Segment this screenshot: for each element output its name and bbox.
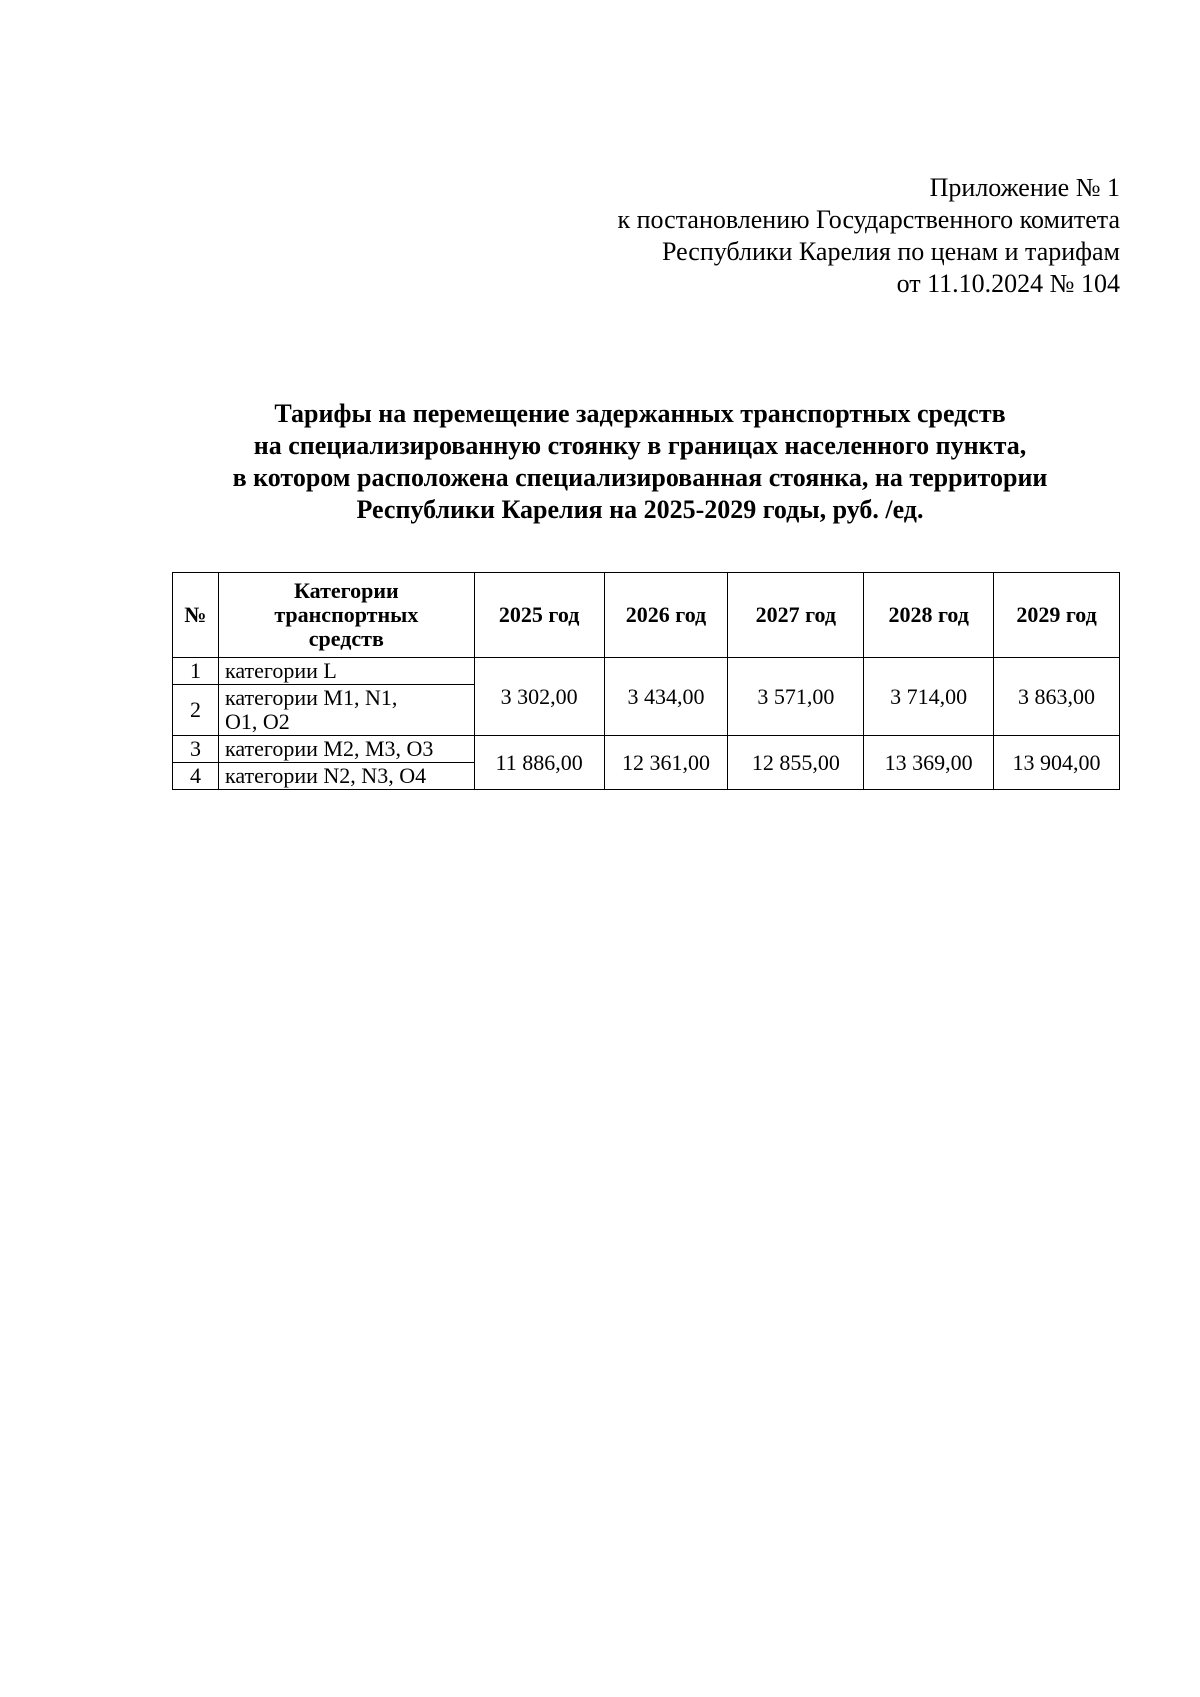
header-2025: 2025 год bbox=[474, 573, 604, 658]
appendix-line-3: Республики Карелия по ценам и тарифам bbox=[661, 237, 1120, 266]
header-2029: 2029 год bbox=[994, 573, 1120, 658]
title-line-2: на специализированную стоянку в границах населенного пункта, bbox=[253, 431, 1027, 460]
title-line-1: Тарифы на перемещение задержанных транспортных средств bbox=[274, 399, 1006, 428]
header-category bbox=[218, 573, 474, 658]
row-num: 4 bbox=[173, 763, 219, 790]
value-cell: 3 714,00 bbox=[864, 658, 994, 736]
header-2026: 2026 год bbox=[604, 573, 728, 658]
value-cell: 13 904,00 bbox=[994, 736, 1120, 790]
row-category: категории N2, N3, O4 bbox=[218, 763, 474, 790]
row-num: 1 bbox=[173, 658, 219, 685]
header-2027: 2027 год bbox=[728, 573, 864, 658]
value-cell: 3 863,00 bbox=[994, 658, 1120, 736]
value-cell: 3 434,00 bbox=[604, 658, 728, 736]
row-category-line-1: категории M1, N1, bbox=[224, 685, 398, 710]
appendix-block bbox=[617, 172, 1120, 300]
document-title bbox=[160, 398, 1120, 526]
tariffs-table bbox=[172, 572, 1120, 790]
table-header-row bbox=[173, 573, 1120, 658]
row-category bbox=[218, 685, 474, 736]
row-num: 2 bbox=[173, 685, 219, 736]
value-cell: 12 361,00 bbox=[604, 736, 728, 790]
header-num: № bbox=[173, 573, 219, 658]
title-line-4: Республики Карелия на 2025-2029 годы, руб. /ед. bbox=[356, 495, 924, 524]
title-line-3: в котором расположена специализированная стоянка, на территории bbox=[232, 463, 1048, 492]
table-row bbox=[173, 736, 1120, 763]
header-2028: 2028 год bbox=[864, 573, 994, 658]
value-cell: 12 855,00 bbox=[728, 736, 864, 790]
row-category: категории L bbox=[218, 658, 474, 685]
row-category: категории M2, M3, O3 bbox=[218, 736, 474, 763]
appendix-line-1: Приложение № 1 bbox=[929, 173, 1120, 202]
value-cell: 3 302,00 bbox=[474, 658, 604, 736]
appendix-line-2: к постановлению Государственного комитета bbox=[617, 205, 1120, 234]
row-category-line-2: O1, O2 bbox=[224, 709, 290, 734]
value-cell: 13 369,00 bbox=[864, 736, 994, 790]
value-cell: 3 571,00 bbox=[728, 658, 864, 736]
table-row bbox=[173, 658, 1120, 685]
row-num: 3 bbox=[173, 736, 219, 763]
value-cell: 11 886,00 bbox=[474, 736, 604, 790]
appendix-line-4: от 11.10.2024 № 104 bbox=[896, 269, 1120, 298]
header-category-line-3: средств bbox=[308, 626, 384, 651]
header-category-line-1: Категории bbox=[293, 578, 399, 603]
header-category-line-2: транспортных bbox=[274, 602, 419, 627]
